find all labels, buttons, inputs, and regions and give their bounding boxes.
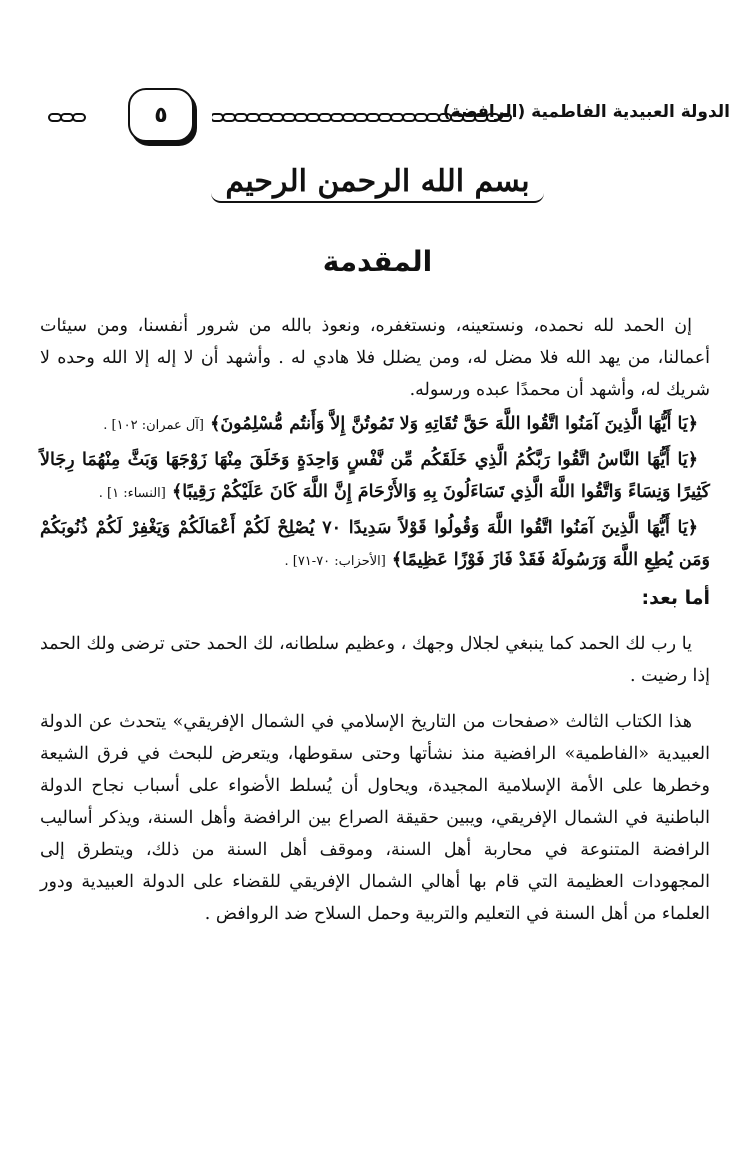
chain-link [426,113,440,122]
running-title: الدولة العبيدية الفاطمية (الرافضة) [442,102,730,122]
praise-paragraph: يا رب لك الحمد كما ينبغي لجلال وجهك ، وعظيم سلطانه، لك الحمد حتى ترضى ولك الحمد إذا رضيت . [40,634,710,686]
page-header [40,88,730,144]
chain-link [306,113,320,122]
chain-link [48,113,62,122]
quran-verse-1 [40,408,710,442]
quran-verse-2 [40,444,710,510]
verse-2-text: ﴿يَا أَيُّهَا النَّاسُ اتَّقُوا رَبَّكُمُ الَّذِي خَلَقَكُم مِّن نَّفْسٍ وَاحِدَةٍ وَخَلَقَ مِنْهَا زَوْجَهَا وَبَثَّ مِنْهُمَا رِجَالاً كَثِيرًا وَنِسَاءً وَاتَّقُوا اللَّهَ الَّذِي تَسَاءَلُونَ بِهِ وَالأَرْحَامَ إِنَّ اللَّهَ كَانَ عَلَيْكُمْ رَقِيبًا﴾ [40,450,710,502]
chain-link [474,113,488,122]
chain-link [342,113,356,122]
verse-3-text: ﴿يَا أَيُّهَا الَّذِينَ آمَنُوا اتَّقُوا اللَّهَ وَقُولُوا قَوْلاً سَدِيدًا ٧٠ يُصْلِحْ لَكُمْ أَعْمَالَكُمْ وَيَغْفِرْ لَكُمْ ذُنُوبَكُمْ وَمَن يُطِعِ اللَّهَ وَرَسُولَهُ فَقَدْ فَازَ فَوْزًا عَظِيمًا﴾ [40,518,710,570]
basmala-calligraphy [0,162,755,203]
chain-link [462,113,476,122]
chain-link [258,113,272,122]
verse-2-reference: [النساء: ١] . [98,486,166,501]
chain-link [354,113,368,122]
chain-link [234,113,248,122]
basmala-text: بسم الله الرحمن الرحيم [211,162,543,203]
chain-link [212,113,224,122]
amma-bad-heading: أما بعد: [641,587,710,609]
verse-1-text: ﴿يَا أَيُّهَا الَّذِينَ آمَنُوا اتَّقُوا اللَّهَ حَقَّ تُقَاتِهِ وَلا تَمُوتُنَّ إِلاَّ وَأَنتُم مُّسْلِمُونَ﴾ [210,414,698,434]
chain-link [60,113,74,122]
chain-link [390,113,404,122]
chain-ornament-right [212,109,512,125]
chain-link [366,113,380,122]
chain-link [414,113,428,122]
chain-link [450,113,464,122]
page-number: ٥ [154,102,168,128]
chain-link [498,113,512,122]
chain-link [72,113,86,122]
chain-link [318,113,332,122]
chain-link [282,113,296,122]
chain-link [246,113,260,122]
section-title: المقدمة [322,245,433,278]
chain-ornament-left [44,109,86,125]
body-text [40,310,710,930]
chain-link [222,113,236,122]
chain-link [270,113,284,122]
chain-link [402,113,416,122]
chain-link [438,113,452,122]
chain-link [294,113,308,122]
verse-3-reference: [الأحزاب: ٧٠-٧١] . [284,554,386,569]
verse-1-reference: [آل عمران: ١٠٢] . [103,418,204,433]
quran-verse-3 [40,512,710,578]
chain-link [486,113,500,122]
chain-link [378,113,392,122]
page-number-badge [128,88,194,142]
chain-link [330,113,344,122]
book-intro-paragraph: هذا الكتاب الثالث «صفحات من التاريخ الإسلامي في الشمال الإفريقي» يتحدث عن الدولة العبيدية «الفاطمية» الرافضية منذ نشأتها وحتى سقوطها، ويتعرض للبحث في فرق الشيعة وخطرها على الأمة الإسلامية المجيدة، ويحاول أن يُسلط الأضواء على أسباب نجاح الدولة الباطنية في الشمال الإفريقي، ويبين حقيقة الصراع بين الرافضة وأهل السنة، ويذكر أساليب الرافضة المتنوعة في محاربة أهل السنة، وموقف أهل السنة من ذلك، ويتطرق إلى المجهودات العظيمة التي قام بها أهالي الشمال الإفريقي للقضاء على الدولة العبيدية ودور العلماء من أهل السنة في التعليم والتربية وحمل السلاح ضد الروافض . [40,712,710,924]
opening-paragraph: إن الحمد لله نحمده، ونستعينه، ونستغفره، ونعوذ بالله من شرور أنفسنا، ومن سيئات أعمالنا، من يهد الله فلا مضل له، ومن يضلل فلا هادي له . وأشهد أن لا إله إلا الله وحده لا شريك له، وأشهد أن محمدًا عبده ورسوله. [40,316,710,400]
